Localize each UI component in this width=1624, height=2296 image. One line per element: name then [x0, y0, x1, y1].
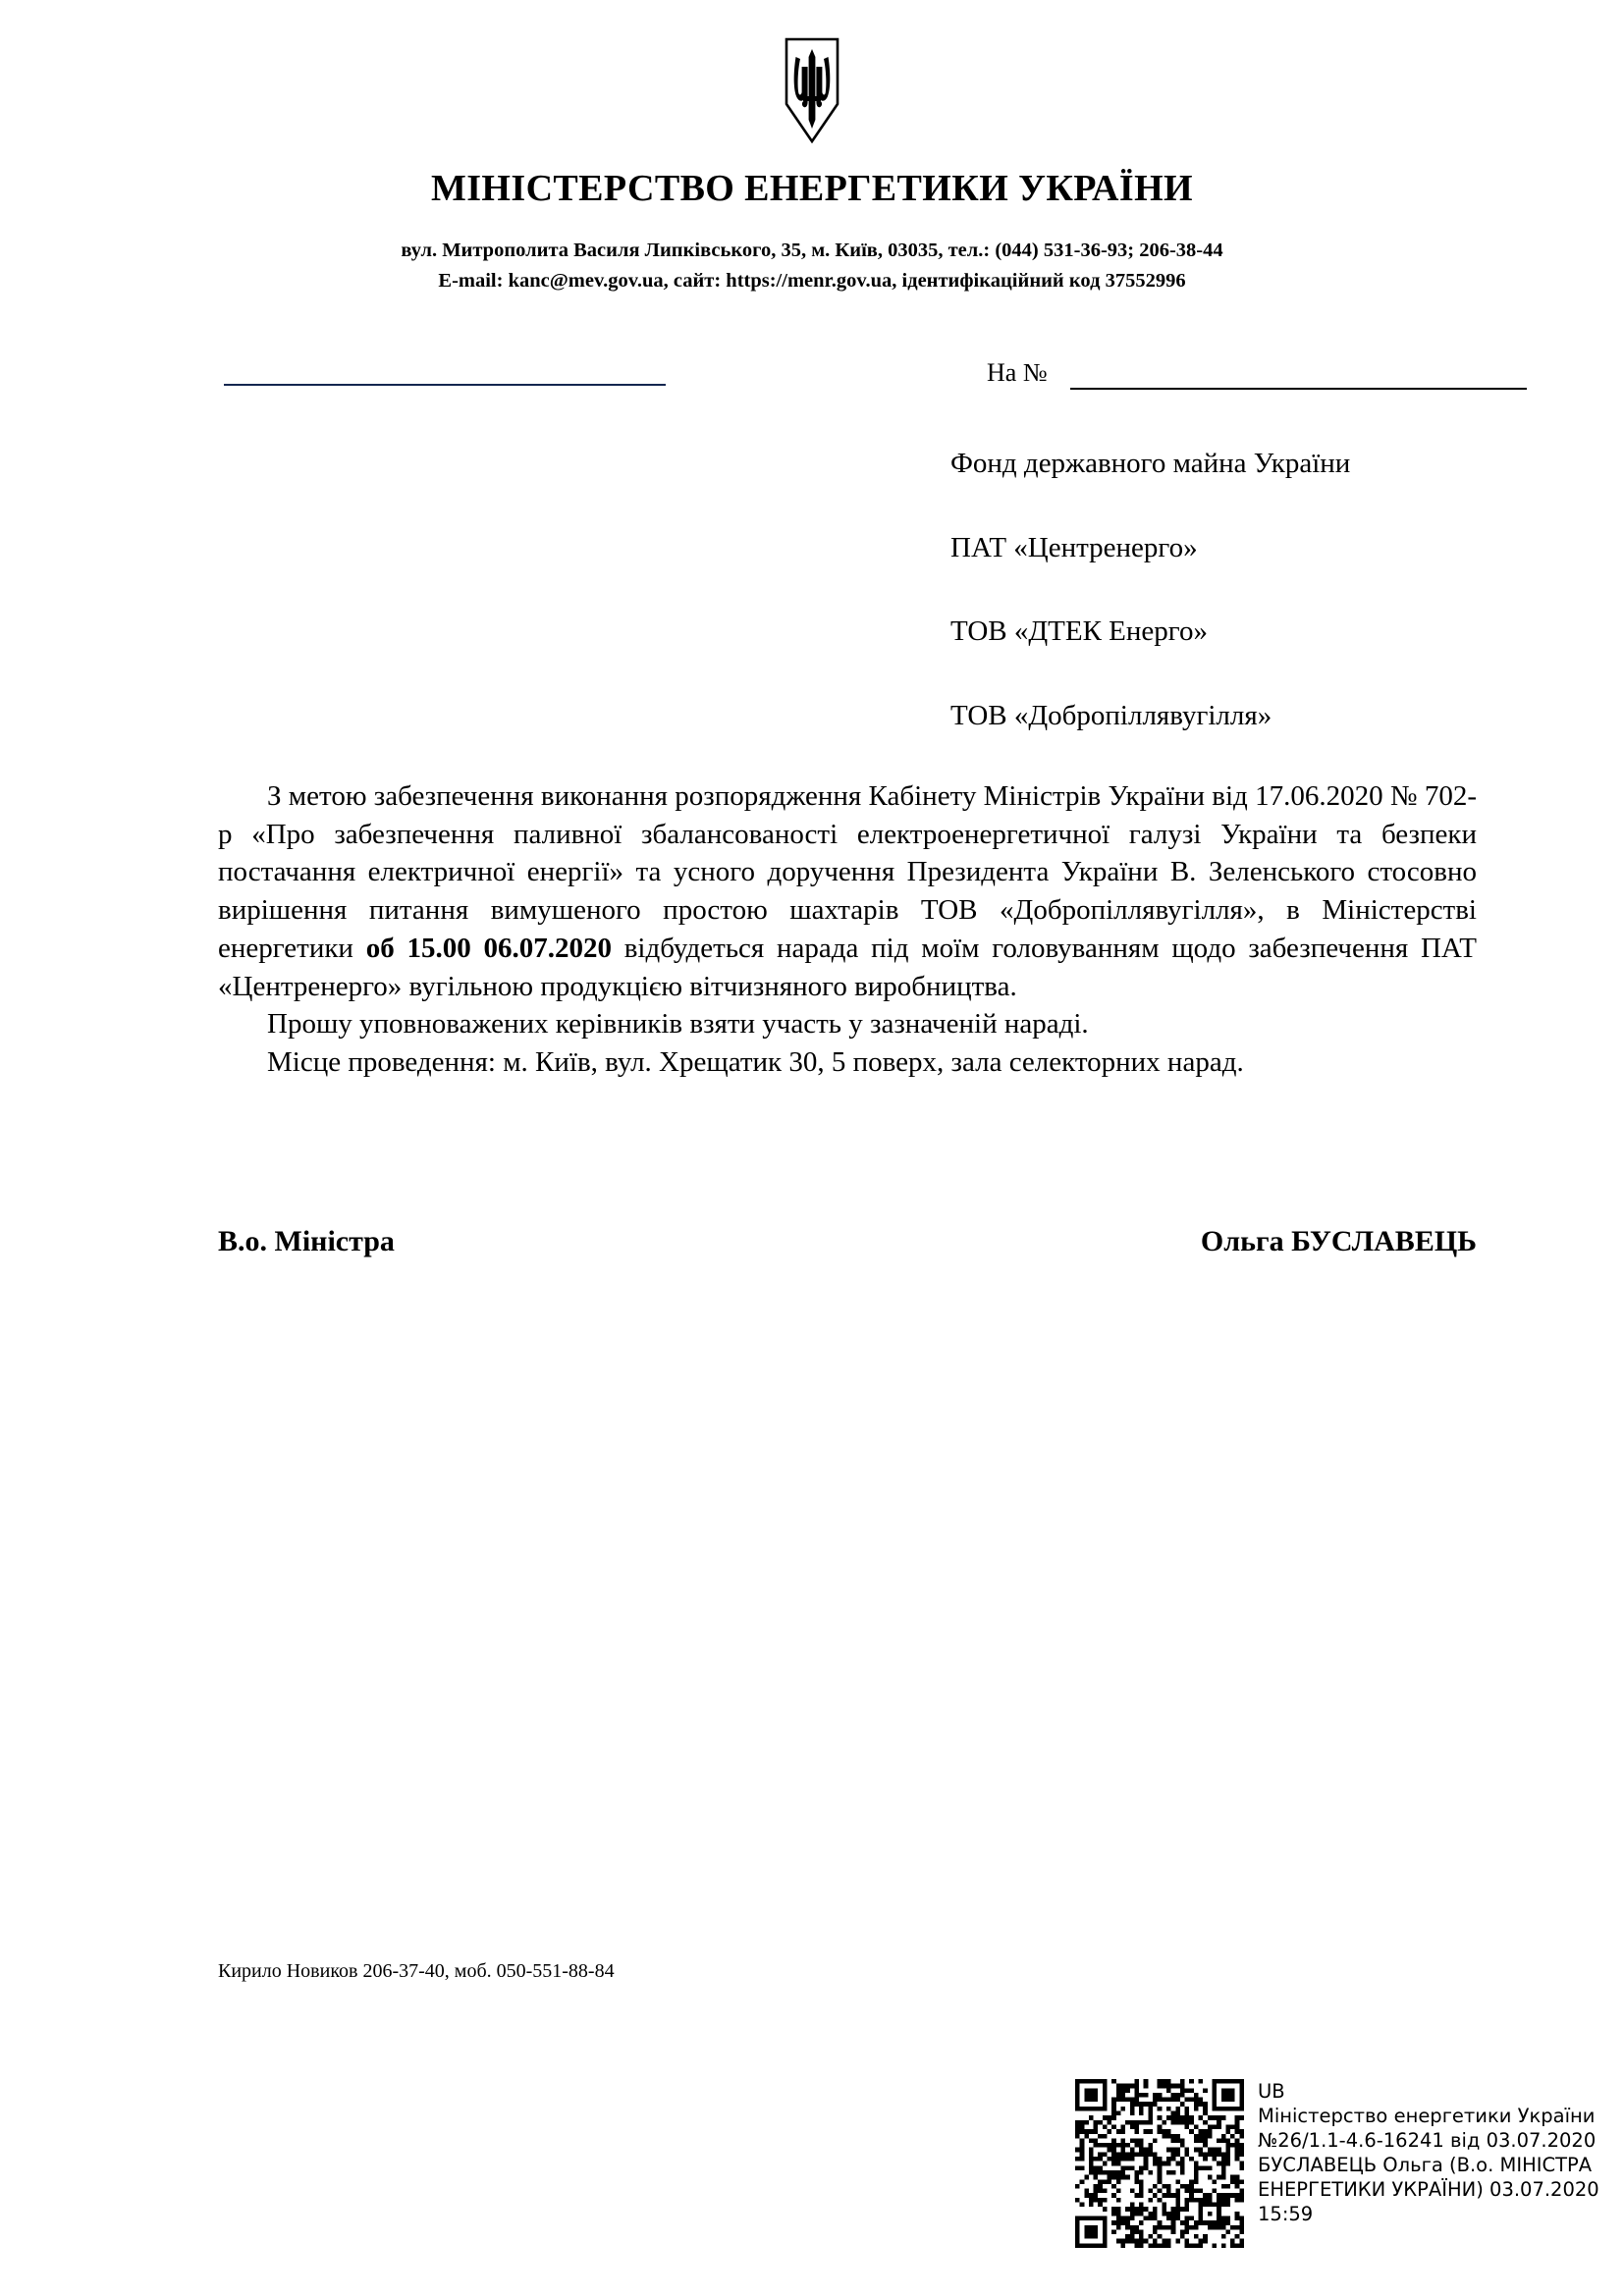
- meeting-datetime: об 15.00 06.07.2020: [365, 932, 612, 964]
- stamp-line-4: БУСЛАВЕЦЬ Ольга (В.о. МІНІСТРА: [1258, 2153, 1593, 2176]
- addressee-item: Фонд державного майна України: [950, 448, 1351, 480]
- organization-title: МІНІСТЕРСТВО ЕНЕРГЕТИКИ УКРАЇНИ: [430, 168, 1194, 209]
- addressee-item: ПАТ «Центренерго»: [950, 531, 1198, 563]
- ukraine-trident-coat-of-arms-icon: [784, 37, 840, 143]
- signatory-name: Ольга БУСЛАВЕЦЬ: [1200, 1224, 1477, 1257]
- executor-contact: Кирило Новиков 206-37-40, моб. 050-551-88-84: [218, 1960, 615, 1982]
- address-line-2: E-mail: kanc@mev.gov.ua, сайт: https://menr.gov.ua, ідентифікаційний код 37552996: [438, 269, 1186, 292]
- addressee-item: ТОВ «ДТЕК Енерго»: [950, 615, 1208, 648]
- qr-code-icon: [1075, 2079, 1244, 2248]
- body-paragraph-2: Прошу уповноважених керівників взяти участь у зазначеній нараді.: [267, 1008, 1089, 1041]
- signature-block: [218, 1225, 1477, 1268]
- stamp-line-5: ЕНЕРГЕТИКИ УКРАЇНИ) 03.07.2020: [1258, 2177, 1599, 2201]
- body-paragraph-3: Місце проведення: м. Київ, вул. Хрещатик 30, 5 поверх, зала селекторних нарад.: [267, 1045, 1244, 1078]
- incoming-number-label: На №: [987, 358, 1048, 388]
- stamp-text-block: [1258, 2079, 1599, 2227]
- stamp-line-2: Міністерство енергетики України: [1258, 2104, 1596, 2127]
- address-line-1: вул. Митрополита Василя Липківського, 35, м. Київ, 03035, тел.: (044) 531-36-93; 206-38-44: [401, 239, 1223, 261]
- reference-row: [0, 352, 1624, 398]
- signatory-role: В.о. Міністра: [218, 1224, 395, 1257]
- addressee-item: ТОВ «Добропіллявугілля»: [950, 699, 1272, 731]
- digital-signature-stamp: [1075, 2079, 1599, 2248]
- address-block: [0, 236, 1624, 296]
- stamp-line-1: UB: [1258, 2080, 1285, 2103]
- letterhead: [0, 0, 1624, 295]
- incoming-number-rule: [1070, 388, 1527, 390]
- outgoing-number-rule: [224, 384, 666, 386]
- body-paragraph-1: [218, 777, 1477, 1005]
- stamp-line-3: №26/1.1-4.6-16241 від 03.07.2020: [1258, 2128, 1597, 2152]
- paragraph-1-segment-1: З метою забезпечення виконання розпорядження Кабінету Міністрів України від 17.06.2020 № 702-р «Про забезпечення паливної збалансованості електроенергетичної галузі України та безпеки постачання електричної енергії» та усного доручення Президента України В. Зеленського стосовно вирішення питання вимушеного простою шахтарів ТОВ «Добропіллявугілля», в Міністерстві енергетики: [218, 780, 1477, 964]
- paragraph-1-segment-2: відбудеться нарада під моїм головуванням щодо забезпечення ПАТ «Центренерго» вугільною продукцією вітчизняного виробництва.: [218, 932, 1478, 1002]
- letter-body: [218, 777, 1477, 1082]
- stamp-line-6: 15:59: [1258, 2202, 1314, 2225]
- addressee-block: [950, 449, 1624, 730]
